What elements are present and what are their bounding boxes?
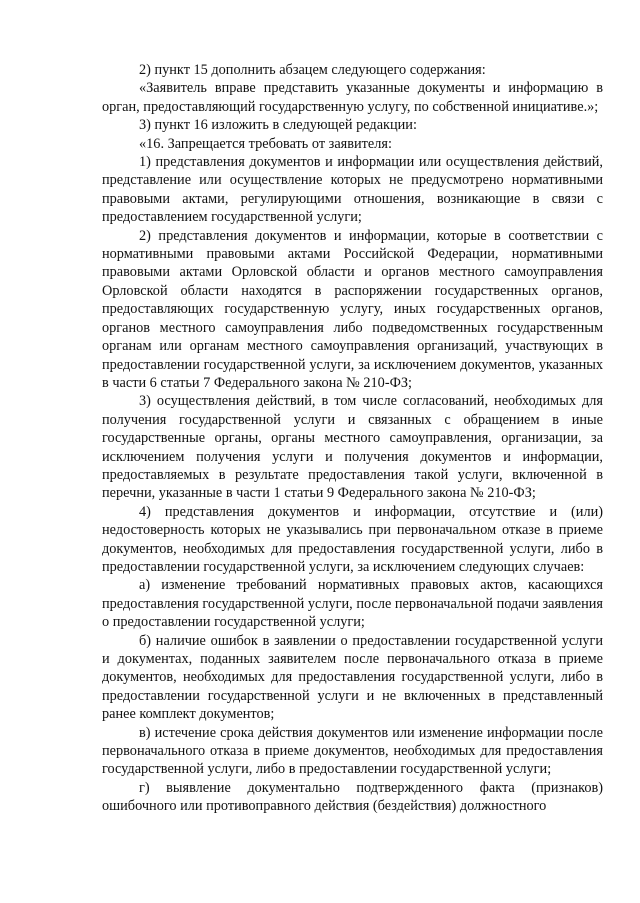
- paragraph-item-3: 3) пункт 16 изложить в следующей редакции:: [139, 117, 417, 134]
- paragraph-case-v: в) истечение срока действия документов или изменение информации после первоначального отказа в приеме документов, необходимых для предоставления государственной услуги, либо в предоставлении государственной услуги;: [102, 724, 603, 778]
- paragraph-case-b: б) наличие ошибок в заявлении о предоставлении государственной услуги и документах, поданных заявителем после первоначального отказа в приеме документов, необходимых для предоставления государственной услуги, либо в предоставлении государственной услуги и не включенных в представленный ранее комплект документов;: [102, 632, 603, 723]
- paragraph-sub-4: 4) представления документов и информации, отсутствие и (или) недостоверность которых не указывались при первоначальном отказе в приеме документов, необходимых для предоставления государственной услуги, либо в предоставлении государственной услуги, за исключением следующих случаев:: [102, 503, 603, 575]
- paragraph-item-2: 2) пункт 15 дополнить абзацем следующего содержания:: [139, 62, 486, 78]
- paragraph-case-g: г) выявление документально подтвержденного факта (признаков) ошибочного или противоправного действия (бездействия) должностного: [102, 779, 603, 815]
- paragraph-sub-2: 2) представления документов и информации, которые в соответствии с нормативными правовыми актами Российской Федерации, нормативными правовыми актами Орловской области и органов местного самоуправления Орловской области находятся в распоряжении государственных органов, предоставляющих государственную услугу, иных государственных органов, органов местного самоуправления либо подведомственных государственным органам или органам местного самоуправления организаций, участвующих в предоставлении государственной услуги, за исключением документов, указанных в части 6 статьи 7 Федерального закона № 210-ФЗ;: [102, 227, 603, 391]
- paragraph-sub-1: 1) представления документов и информации или осуществления действий, представление или осуществление которых не предусмотрено нормативными правовыми актами, регулирующими отношения, возникающие в связи с предоставлением государственной услуги;: [102, 154, 603, 226]
- paragraph-sub-3: 3) осуществления действий, в том числе согласований, необходимых для получения государственной услуги и связанных с обращением в иные государственные органы, органы местного самоуправления, организации, за исключением получения услуги и получения документов и информации, предоставляемых в результате предоставления такой услуги, включенной в перечни, указанные в части 1 статьи 9 Федерального закона № 210-ФЗ;: [102, 393, 603, 502]
- paragraph-quote-applicant-right: «Заявитель вправе представить указанные документы и информацию в орган, предоставляющий государственную услугу, по собственной инициативе.»;: [102, 80, 603, 115]
- paragraph-clause-16: «16. Запрещается требовать от заявителя:: [139, 135, 392, 152]
- paragraph-case-a: а) изменение требований нормативных правовых актов, касающихся предоставления государственной услуги, после первоначальной подачи заявления о предоставлении государственной услуги;: [102, 577, 603, 631]
